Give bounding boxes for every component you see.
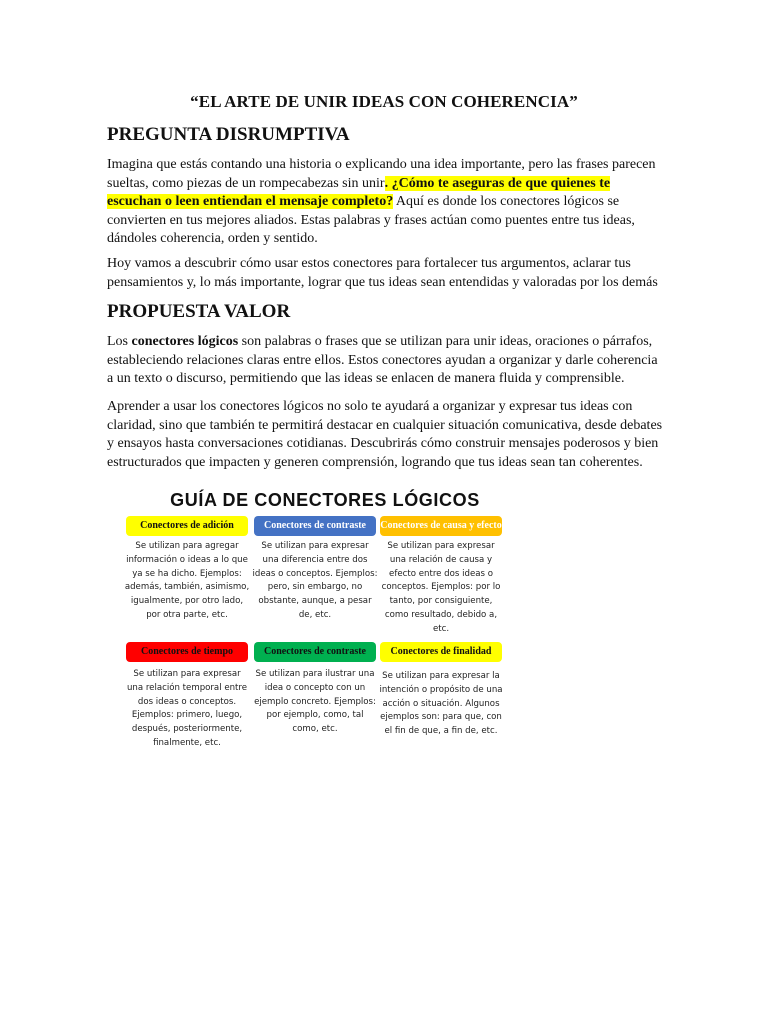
desc-ejemplo: Se utilizan para ilustrar una idea o concepto con un ejemplo concreto. Ejemplos: por ejemplo, como, tal como, etc. (254, 669, 376, 735)
tag-ejemplo: Conectores de contraste (254, 642, 376, 662)
section-heading-propuesta: PROPUESTA VALOR (107, 301, 291, 322)
tag-contraste: Conectores de contraste (254, 516, 376, 536)
highlighted-question: . ¿Cómo te aseguras de que quienes te escuchan o leen entiendan el mensaje completo? (107, 175, 611, 209)
paragraph-text: Los (107, 334, 132, 349)
tag-causa-efecto: Conectores de causa y efecto (380, 516, 502, 536)
tag-finalidad: Conectores de finalidad (380, 642, 502, 662)
document-title: “EL ARTE DE UNIR IDEAS CON COHERENCIA” (190, 92, 578, 111)
connectors-guide-figure (122, 484, 528, 770)
desc-tiempo: Se utilizan para expresar una relación temporal entre dos ideas o conceptos. Ejemplos: primero, luego, después, posteriormente, finalmente, etc. (126, 669, 248, 748)
paragraph-text: Imagina que estás contando una historia o explicando una idea importante, pero las frases parecen sueltas, como piezas de un rompecabezas sin unir (107, 157, 656, 191)
desc-causa-efecto: Se utilizan para expresar una relación de causa y efecto entre dos ideas o conceptos. Ejemplos: por lo tanto, por consiguiente, como resultado, debido a, etc. (381, 541, 501, 634)
section-heading-pregunta: PREGUNTA DISRUMPTIVA (107, 124, 350, 145)
tag-adicion: Conectores de adición (126, 516, 248, 536)
paragraph-hoy: Hoy vamos a descubrir cómo usar estos conectores para fortalecer tus argumentos, aclarar tus pensamientos y, lo más importante, lograr que tus ideas sean entendidas y valoradas por los demás (107, 256, 658, 290)
desc-contraste: Se utilizan para expresar una diferencia entre dos ideas o conceptos. Ejemplos: pero, sin embargo, no obstante, aunque, a pesar de, etc. (252, 541, 378, 620)
desc-adicion: Se utilizan para agregar información o ideas a lo que ya se ha dicho. Ejemplos: además, también, asimismo, igualmente, por otro lado, por otra parte, etc. (124, 541, 250, 620)
paragraph-aprender: Aprender a usar los conectores lógicos no solo te ayudará a organizar y expresar tus ideas con claridad, sino que también te permitirá destacar en cualquier situación comunicativa, desde debates y ensayos hasta conversaciones cotidianas. Descubrirás cómo construir mensajes poderosos y bien estructurados que impacten y generen comprensión, logrando que tus ideas sean tan coherentes. (107, 399, 663, 470)
paragraph-intro (107, 156, 663, 249)
paragraph-conectores (107, 333, 663, 389)
paragraph-text: son palabras o frases que se utilizan para unir ideas, oraciones o párrafos, estableciendo relaciones claras entre ellos. Estos conectores ayudan a organizar y darle coherencia a un texto o discurso, permitiendo que las ideas se enlacen de manera fluida y comprensible. (107, 334, 658, 386)
desc-finalidad: Se utilizan para expresar la intención o propósito de una acción o situación. Algunos ejemplos son: para que, con el fin de que, a fin de, etc. (379, 671, 503, 737)
guide-title: GUÍA DE CONECTORES LÓGICOS (170, 490, 480, 510)
paragraph-text: Aquí es donde los conectores lógicos se convierten en tus mejores aliados. Estas palabras y frases actúan como puentes entre tus ideas, dándoles coherencia, orden y sentido. (107, 194, 635, 246)
bold-term: conectores lógicos (131, 334, 239, 349)
tag-tiempo: Conectores de tiempo (126, 642, 248, 662)
